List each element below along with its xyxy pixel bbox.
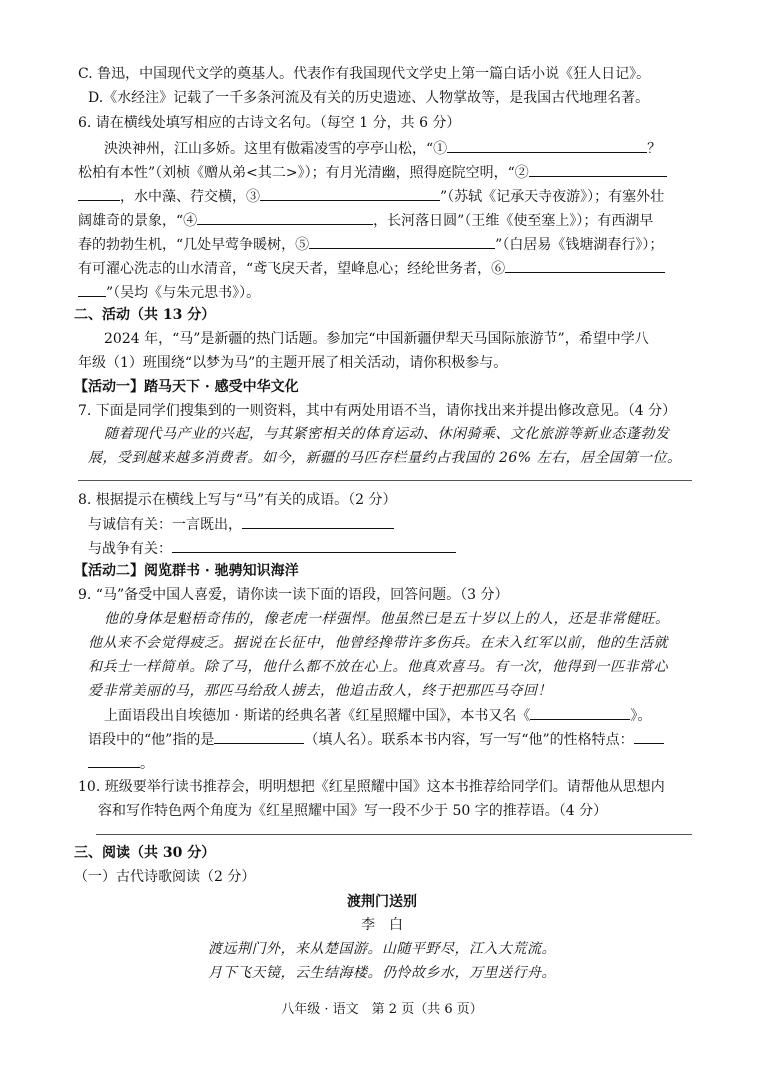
person-name-blank[interactable] [214, 729, 304, 744]
answer-blank-5[interactable] [309, 234, 495, 249]
q8-line-1: 与诚信有关：一言既出， [88, 514, 708, 535]
q6-line-3: ，水中藻、荇交横，③ ”（苏轼《记承天寺夜游》）；有塞外壮 [78, 186, 698, 207]
answer-blank-2[interactable] [529, 162, 667, 177]
q9-passage-3: 和兵士一样简单。除了马，他什么都不放在心上。他真欢喜马。有一次，他得到一匹非常心 [88, 659, 668, 675]
q6-line-5: 春的勃勃生机，“几处早莺争暖树，⑤ ”（白居易《钱塘湖春行》）； [78, 234, 698, 255]
character-blank-cont[interactable] [88, 753, 140, 768]
page-footer: 八年级 · 语文 第 2 页（共 6 页） [281, 1002, 483, 1017]
q9-passage-1: 他的身体是魁梧奇伟的，像老虎一样强悍。他虽然已是五十岁以上的人，还是非常健旺。 [104, 611, 670, 627]
q7-answer-line[interactable] [78, 480, 692, 481]
poem-author: 李 白 [361, 917, 403, 933]
question-10-line-2: 容和写作特色两个角度为《红星照耀中国》写一段不少于 50 字的推荐语。（4 分） [98, 803, 608, 819]
question-6: 6. 请在横线处填写相应的古诗文名句。（每空 1 分，共 6 分） [78, 115, 461, 131]
answer-blank-6-cont[interactable] [78, 282, 106, 297]
question-9: 9. “马”备受中国人喜爱，请你读一读下面的语段，回答问题。（3 分） [78, 587, 509, 603]
character-blank[interactable] [634, 729, 664, 744]
q9-passage-2: 他从来不会觉得疲乏。据说在长征中，他曾经搀带许多伤兵。在未入红军以前，他的生活就 [88, 635, 668, 651]
section-2-intro-2: 年级（1）班围绕“以梦为马”的主题开展了相关活动，请你积极参与。 [78, 355, 508, 371]
q6-line-4: 阔雄奇的景象，“④ ，长河落日圆”（王维《使至塞上》）；有西湖早 [78, 210, 698, 231]
section-2-heading: 二、活动（共 13 分） [74, 307, 216, 323]
section-3-sub-heading: （一）古代诗歌阅读（2 分） [74, 869, 256, 885]
q10-answer-line[interactable] [96, 834, 692, 835]
poem-line-2: 月下飞天镜，云生结海楼。仍怜故乡水，万里送行舟。 [208, 965, 556, 981]
idiom-blank-war[interactable] [172, 538, 456, 553]
poem-title: 渡荆门送别 [347, 894, 417, 910]
question-7: 7. 下面是同学们搜集到的一则资料，其中有两处用语不当，请你找出来并提出修改意见。（4 分） [78, 403, 677, 419]
answer-blank-4[interactable] [197, 210, 373, 225]
q6-line-1: 泱泱神州，江山多娇。这里有傲霜凌雪的亭亭山松，“① ？ [104, 138, 724, 159]
option-d: D.《水经注》记载了一千多条河流及有关的历史遗迹、人物掌故等，是我国古代地理名著。 [88, 90, 650, 106]
q6-line-6: 有可濯心洗志的山水清音，“鸢飞戾天者，望峰息心；经纶世务者，⑥ [78, 258, 698, 279]
q9-passage-4: 爱非常美丽的马，那匹马给敌人掳去，他追击敌人，终于把那匹马夺回！ [88, 683, 552, 699]
question-10-line-1: 10. 班级要举行读书推荐会，明明想把《红星照耀中国》这本书推荐给同学们。请帮他从思想内 [78, 779, 665, 795]
q9-question-1: 上面语段出自埃德加 · 斯诺的经典名著《红星照耀中国》，本书又名《 》。 [104, 705, 724, 726]
section-2-intro-1: 2024 年，“马”是新疆的热门话题。参加完“中国新疆伊犁天马国际旅游节”，希望中学八 [104, 331, 649, 347]
question-8: 8. 根据提示在横线上写与“马”有关的成语。（2 分） [78, 492, 397, 508]
activity-1-heading: 【活动一】踏马天下 · 感受中华文化 [74, 379, 299, 395]
idiom-blank-honesty[interactable] [242, 514, 394, 529]
section-3-heading: 三、阅读（共 30 分） [74, 845, 216, 861]
q9-question-3: 。 [88, 753, 708, 774]
option-c: C. 鲁迅，中国现代文学的奠基人。代表作有我国现代文学史上第一篇白话小说《狂人日记》。 [78, 66, 651, 82]
q7-material-2: 展，受到越来越多消费者。如今，新疆的马匹存栏量约占我国的 26% 左右，居全国第一位。 [88, 450, 682, 466]
q6-line-7: ”（吴均《与朱元思书》）。 [78, 282, 698, 303]
q8-line-2: 与战争有关： [88, 538, 708, 559]
answer-blank-1[interactable] [447, 138, 647, 153]
q6-line-2: 松柏有本性”（刘桢《赠从弟<其二>》）；有月光清幽，照得庭院空明，“② [78, 162, 698, 183]
answer-blank-3[interactable] [260, 186, 440, 201]
q9-question-2: 语段中的“他”指的是 （填人名）。联系本书内容，写一写“他”的性格特点： [88, 729, 708, 750]
activity-2-heading: 【活动二】阅览群书 · 驰骋知识海洋 [74, 563, 299, 579]
poem-line-1: 渡远荆门外，来从楚国游。山随平野尽，江入大荒流。 [208, 941, 556, 957]
alt-title-blank[interactable] [530, 705, 630, 720]
answer-blank-2-cont[interactable] [78, 186, 120, 201]
q7-material-1: 随着现代马产业的兴起，与其紧密相关的体育运动、休闲骑乘、文化旅游等新业态蓬勃发 [104, 426, 670, 442]
answer-blank-6[interactable] [505, 258, 665, 273]
